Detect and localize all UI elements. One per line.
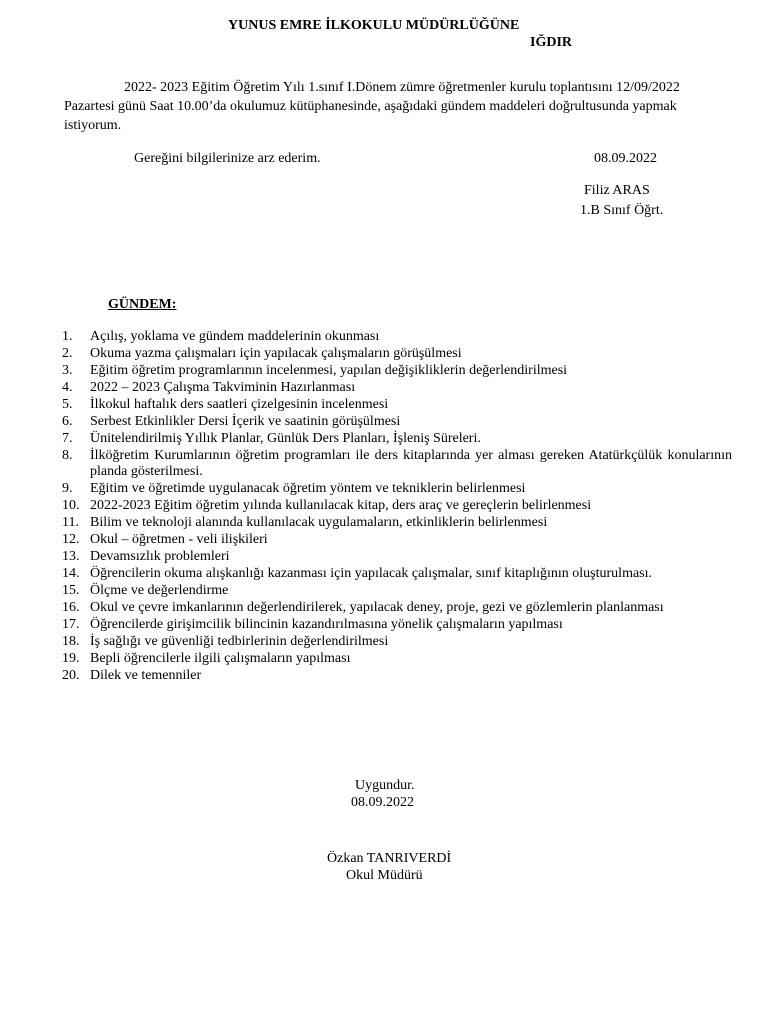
agenda-item [62,498,732,514]
agenda-item [62,380,732,396]
agenda-item-text: Eğitim öğretim programlarının incelenmesi, yapılan değişikliklerin değerlendirilmesi [90,363,568,378]
addressee-city: IĞDIR [530,35,573,50]
agenda-item [62,515,732,531]
agenda-item-number: 7. [62,431,73,446]
agenda-item-number: 13. [62,549,80,564]
agenda-item-number: 6. [62,414,73,429]
agenda-item [62,448,732,480]
agenda-item-text: İş sağlığı ve güvenliği tedbirlerinin değerlendirilmesi [90,634,389,649]
agenda-item [62,346,732,362]
addressee-title: YUNUS EMRE İLKOKULU MÜDÜRLÜĞÜNE [228,18,520,33]
agenda-item-text: Ünitelendirilmiş Yıllık Planlar, Günlük Ders Planları, İşleniş Süreleri. [90,431,481,446]
agenda-item [62,651,732,667]
agenda-item-number: 12. [62,532,80,547]
agenda-item-number: 2. [62,346,73,361]
agenda-item-text: Açılış, yoklama ve gündem maddelerinin okunması [90,329,380,344]
agenda-item-number: 20. [62,668,80,683]
agenda-heading: GÜNDEM: [108,297,177,312]
body-paragraph [64,78,704,135]
letter-date: 08.09.2022 [594,151,657,166]
agenda-item-text: İlköğretim Kurumlarının öğretim programları ile ders kitaplarında yer alması gereken Atatürkçülük konularının planda gösterilmesi. [90,448,732,479]
agenda-item-number: 16. [62,600,80,615]
agenda-item-text: Öğrencilerde girişimcilik bilincinin kazandırılmasına yönelik çalışmaların yapılması [90,617,563,632]
approval-text: Uygundur. [355,778,415,793]
body-paragraph-text: 2022- 2023 Eğitim Öğretim Yılı 1.sınıf I.Dönem zümre öğretmenler kurulu toplantısını 12/09/2022 Pazartesi günü Saat 10.00’da okulumuz kütüphanesinde, aşağıdaki gündem maddeleri doğrultusunda yapmak istiyorum. [64,80,680,133]
agenda-item-number: 8. [62,448,73,463]
agenda-item-text: Okuma yazma çalışmaları için yapılacak çalışmaların görüşülmesi [90,346,462,361]
agenda-item-text: 2022 – 2023 Çalışma Takviminin Hazırlanması [90,380,356,395]
agenda-item-number: 3. [62,363,73,378]
agenda-item [62,481,732,497]
agenda-item-number: 19. [62,651,80,666]
agenda-item-number: 1. [62,329,73,344]
agenda-item [62,532,732,548]
agenda-item-number: 14. [62,566,80,581]
agenda-list [62,329,732,685]
agenda-item [62,414,732,430]
agenda-item-text: Okul – öğretmen - veli ilişkileri [90,532,268,547]
agenda-item-text: Ölçme ve değerlendirme [90,583,229,598]
agenda-item [62,617,732,633]
approval-date: 08.09.2022 [351,795,414,810]
agenda-item-text: Dilek ve temenniler [90,668,202,683]
agenda-item-text: Serbest Etkinlikler Dersi İçerik ve saatinin görüşülmesi [90,414,401,429]
agenda-item-text: Bilim ve teknoloji alanında kullanılacak uygulamaların, etkinliklerin belirlenmesi [90,515,548,530]
principal-title: Okul Müdürü [346,868,423,883]
agenda-item [62,549,732,565]
agenda-item [62,431,732,447]
agenda-item [62,566,732,582]
agenda-item [62,329,732,345]
agenda-item-number: 18. [62,634,80,649]
agenda-item-text: 2022-2023 Eğitim öğretim yılında kullanılacak kitap, ders araç ve gereçlerin belirlenmesi [90,498,592,513]
agenda-item-number: 17. [62,617,80,632]
principal-name: Özkan TANRIVERDİ [327,851,452,866]
agenda-item [62,397,732,413]
request-line: Gereğini bilgilerinize arz ederim. [134,151,321,166]
agenda-item [62,668,732,684]
agenda-item-text: Öğrencilerin okuma alışkanlığı kazanması için yapılacak çalışmalar, sınıf kitaplığının oluşturulması. [90,566,653,581]
agenda-item-text: Eğitim ve öğretimde uygulanacak öğretim yöntem ve tekniklerin belirlenmesi [90,481,526,496]
agenda-item-text: İlkokul haftalık ders saatleri çizelgesinin incelenmesi [90,397,389,412]
agenda-item [62,583,732,599]
agenda-item-text: Okul ve çevre imkanlarının değerlendirilerek, yapılacak deney, proje, gezi ve gözlemlerin planlanması [90,600,664,615]
agenda-item-number: 5. [62,397,73,412]
agenda-item [62,600,732,616]
agenda-item-text: Bepli öğrencilerle ilgili çalışmaların yapılması [90,651,351,666]
agenda-item-number: 15. [62,583,80,598]
agenda-item-text: Devamsızlık problemleri [90,549,230,564]
agenda-item-number: 11. [62,515,79,530]
signer-title: 1.B Sınıf Öğrt. [580,203,664,218]
signer-name: Filiz ARAS [584,183,650,198]
agenda-item-number: 10. [62,498,80,513]
agenda-item [62,634,732,650]
agenda-item-number: 9. [62,481,73,496]
agenda-item [62,363,732,379]
agenda-item-number: 4. [62,380,73,395]
